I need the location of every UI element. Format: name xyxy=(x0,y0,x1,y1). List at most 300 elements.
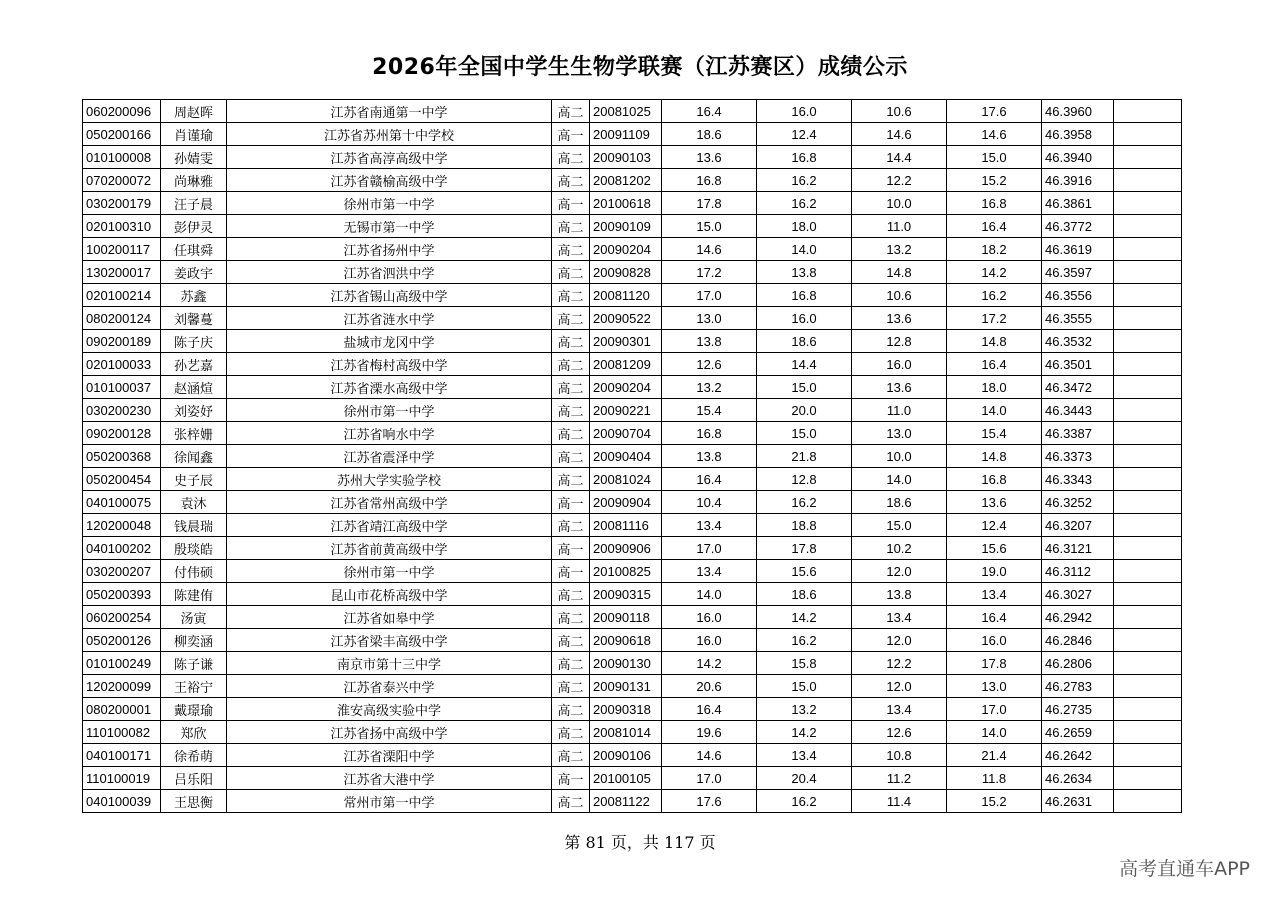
score-part-2-cell: 16.2 xyxy=(757,491,852,514)
birth-date-cell: 20090301 xyxy=(590,330,662,353)
remark-cell xyxy=(1114,330,1182,353)
total-score-cell: 46.3960 xyxy=(1042,100,1114,123)
total-score-cell: 46.3916 xyxy=(1042,169,1114,192)
remark-cell xyxy=(1114,100,1182,123)
score-part-1-cell: 16.4 xyxy=(662,100,757,123)
grade-cell: 高二 xyxy=(552,284,590,307)
grade-cell: 高二 xyxy=(552,353,590,376)
total-score-cell: 46.2634 xyxy=(1042,767,1114,790)
remark-cell xyxy=(1114,675,1182,698)
total-score-cell: 46.2783 xyxy=(1042,675,1114,698)
score-part-3-cell: 14.4 xyxy=(852,146,947,169)
score-part-1-cell: 13.8 xyxy=(662,445,757,468)
school-name-cell: 江苏省苏州第十中学校 xyxy=(227,123,552,146)
candidate-id-cell: 100200117 xyxy=(83,238,161,261)
candidate-id-cell: 120200048 xyxy=(83,514,161,537)
score-part-3-cell: 13.2 xyxy=(852,238,947,261)
table-row xyxy=(83,215,1182,238)
total-score-cell: 46.2642 xyxy=(1042,744,1114,767)
school-name-cell: 江苏省溧水高级中学 xyxy=(227,376,552,399)
score-part-4-cell: 15.6 xyxy=(947,537,1042,560)
grade-cell: 高二 xyxy=(552,698,590,721)
table-row xyxy=(83,353,1182,376)
score-part-4-cell: 21.4 xyxy=(947,744,1042,767)
candidate-id-cell: 040100039 xyxy=(83,790,161,813)
birth-date-cell: 20090131 xyxy=(590,675,662,698)
table-row xyxy=(83,422,1182,445)
remark-cell xyxy=(1114,721,1182,744)
school-name-cell: 盐城市龙冈中学 xyxy=(227,330,552,353)
birth-date-cell: 20090204 xyxy=(590,238,662,261)
score-part-4-cell: 15.0 xyxy=(947,146,1042,169)
grade-cell: 高二 xyxy=(552,790,590,813)
score-part-2-cell: 18.0 xyxy=(757,215,852,238)
table-row xyxy=(83,537,1182,560)
table-row xyxy=(83,307,1182,330)
candidate-id-cell: 080200124 xyxy=(83,307,161,330)
score-part-1-cell: 16.4 xyxy=(662,468,757,491)
candidate-id-cell: 090200128 xyxy=(83,422,161,445)
candidate-id-cell: 020100214 xyxy=(83,284,161,307)
remark-cell xyxy=(1114,514,1182,537)
score-part-1-cell: 14.6 xyxy=(662,238,757,261)
school-name-cell: 江苏省泰兴中学 xyxy=(227,675,552,698)
score-part-3-cell: 11.0 xyxy=(852,215,947,238)
table-row xyxy=(83,100,1182,123)
score-part-3-cell: 11.2 xyxy=(852,767,947,790)
total-score-cell: 46.3940 xyxy=(1042,146,1114,169)
score-part-4-cell: 17.0 xyxy=(947,698,1042,721)
remark-cell xyxy=(1114,376,1182,399)
table-row xyxy=(83,560,1182,583)
score-part-4-cell: 13.4 xyxy=(947,583,1042,606)
birth-date-cell: 20090118 xyxy=(590,606,662,629)
score-part-4-cell: 14.0 xyxy=(947,721,1042,744)
remark-cell xyxy=(1114,560,1182,583)
score-part-4-cell: 19.0 xyxy=(947,560,1042,583)
score-part-4-cell: 13.6 xyxy=(947,491,1042,514)
birth-date-cell: 20081024 xyxy=(590,468,662,491)
candidate-id-cell: 110100019 xyxy=(83,767,161,790)
score-part-1-cell: 16.0 xyxy=(662,629,757,652)
table-row xyxy=(83,468,1182,491)
total-score-cell: 46.3387 xyxy=(1042,422,1114,445)
student-name-cell: 徐希萌 xyxy=(161,744,227,767)
table-row xyxy=(83,675,1182,698)
birth-date-cell: 20090618 xyxy=(590,629,662,652)
school-name-cell: 徐州市第一中学 xyxy=(227,192,552,215)
total-score-cell: 46.3861 xyxy=(1042,192,1114,215)
score-part-3-cell: 10.0 xyxy=(852,445,947,468)
remark-cell xyxy=(1114,491,1182,514)
grade-cell: 高二 xyxy=(552,744,590,767)
table-row xyxy=(83,192,1182,215)
remark-cell xyxy=(1114,123,1182,146)
school-name-cell: 江苏省靖江高级中学 xyxy=(227,514,552,537)
total-score-cell: 46.3252 xyxy=(1042,491,1114,514)
remark-cell xyxy=(1114,790,1182,813)
grade-cell: 高一 xyxy=(552,560,590,583)
table-row xyxy=(83,146,1182,169)
score-part-2-cell: 18.6 xyxy=(757,330,852,353)
grade-cell: 高二 xyxy=(552,422,590,445)
school-name-cell: 江苏省赣榆高级中学 xyxy=(227,169,552,192)
school-name-cell: 江苏省梅村高级中学 xyxy=(227,353,552,376)
candidate-id-cell: 070200072 xyxy=(83,169,161,192)
score-part-1-cell: 17.8 xyxy=(662,192,757,215)
school-name-cell: 昆山市花桥高级中学 xyxy=(227,583,552,606)
student-name-cell: 袁沐 xyxy=(161,491,227,514)
birth-date-cell: 20090704 xyxy=(590,422,662,445)
birth-date-cell: 20100105 xyxy=(590,767,662,790)
student-name-cell: 吕乐阳 xyxy=(161,767,227,790)
score-part-3-cell: 12.2 xyxy=(852,652,947,675)
table-row xyxy=(83,629,1182,652)
birth-date-cell: 20090106 xyxy=(590,744,662,767)
candidate-id-cell: 020100033 xyxy=(83,353,161,376)
candidate-id-cell: 030200230 xyxy=(83,399,161,422)
score-part-3-cell: 10.6 xyxy=(852,284,947,307)
score-part-1-cell: 14.2 xyxy=(662,652,757,675)
table-row xyxy=(83,399,1182,422)
table-row xyxy=(83,721,1182,744)
grade-cell: 高一 xyxy=(552,123,590,146)
table-row xyxy=(83,491,1182,514)
score-part-3-cell: 13.8 xyxy=(852,583,947,606)
candidate-id-cell: 080200001 xyxy=(83,698,161,721)
school-name-cell: 江苏省泗洪中学 xyxy=(227,261,552,284)
student-name-cell: 孙婧雯 xyxy=(161,146,227,169)
student-name-cell: 肖谨瑜 xyxy=(161,123,227,146)
total-score-cell: 46.3958 xyxy=(1042,123,1114,146)
score-part-2-cell: 18.6 xyxy=(757,583,852,606)
student-name-cell: 徐闻鑫 xyxy=(161,445,227,468)
grade-cell: 高二 xyxy=(552,721,590,744)
score-part-1-cell: 18.6 xyxy=(662,123,757,146)
student-name-cell: 王裕宁 xyxy=(161,675,227,698)
score-part-2-cell: 16.0 xyxy=(757,100,852,123)
school-name-cell: 江苏省梁丰高级中学 xyxy=(227,629,552,652)
score-part-1-cell: 17.0 xyxy=(662,537,757,560)
student-name-cell: 尚琳雅 xyxy=(161,169,227,192)
total-score-cell: 46.3532 xyxy=(1042,330,1114,353)
score-part-3-cell: 18.6 xyxy=(852,491,947,514)
score-part-3-cell: 10.0 xyxy=(852,192,947,215)
birth-date-cell: 20081122 xyxy=(590,790,662,813)
score-part-3-cell: 12.8 xyxy=(852,330,947,353)
score-part-2-cell: 21.8 xyxy=(757,445,852,468)
score-part-2-cell: 20.0 xyxy=(757,399,852,422)
score-part-4-cell: 18.2 xyxy=(947,238,1042,261)
remark-cell xyxy=(1114,744,1182,767)
table-row xyxy=(83,376,1182,399)
student-name-cell: 刘馨蔓 xyxy=(161,307,227,330)
school-name-cell: 徐州市第一中学 xyxy=(227,560,552,583)
score-part-2-cell: 16.2 xyxy=(757,629,852,652)
candidate-id-cell: 030200179 xyxy=(83,192,161,215)
student-name-cell: 刘姿妤 xyxy=(161,399,227,422)
school-name-cell: 江苏省锡山高级中学 xyxy=(227,284,552,307)
student-name-cell: 柳奕涵 xyxy=(161,629,227,652)
score-part-4-cell: 14.0 xyxy=(947,399,1042,422)
score-part-2-cell: 13.8 xyxy=(757,261,852,284)
score-part-2-cell: 15.0 xyxy=(757,422,852,445)
school-name-cell: 南京市第十三中学 xyxy=(227,652,552,675)
birth-date-cell: 20100618 xyxy=(590,192,662,215)
remark-cell xyxy=(1114,583,1182,606)
score-part-3-cell: 10.2 xyxy=(852,537,947,560)
score-part-4-cell: 14.6 xyxy=(947,123,1042,146)
candidate-id-cell: 050200368 xyxy=(83,445,161,468)
candidate-id-cell: 050200393 xyxy=(83,583,161,606)
student-name-cell: 周赵晖 xyxy=(161,100,227,123)
candidate-id-cell: 040100171 xyxy=(83,744,161,767)
table-row xyxy=(83,330,1182,353)
remark-cell xyxy=(1114,307,1182,330)
score-part-1-cell: 17.0 xyxy=(662,284,757,307)
remark-cell xyxy=(1114,261,1182,284)
birth-date-cell: 20081116 xyxy=(590,514,662,537)
score-part-2-cell: 16.8 xyxy=(757,146,852,169)
score-part-4-cell: 14.8 xyxy=(947,445,1042,468)
school-name-cell: 江苏省高淳高级中学 xyxy=(227,146,552,169)
remark-cell xyxy=(1114,284,1182,307)
table-row xyxy=(83,767,1182,790)
remark-cell xyxy=(1114,767,1182,790)
score-part-4-cell: 16.4 xyxy=(947,215,1042,238)
candidate-id-cell: 050200166 xyxy=(83,123,161,146)
score-part-2-cell: 12.8 xyxy=(757,468,852,491)
score-part-4-cell: 16.8 xyxy=(947,468,1042,491)
student-name-cell: 戴璟瑜 xyxy=(161,698,227,721)
birth-date-cell: 20081120 xyxy=(590,284,662,307)
score-part-2-cell: 20.4 xyxy=(757,767,852,790)
birth-date-cell: 20081014 xyxy=(590,721,662,744)
student-name-cell: 陈建侑 xyxy=(161,583,227,606)
score-part-2-cell: 16.8 xyxy=(757,284,852,307)
student-name-cell: 钱晨瑞 xyxy=(161,514,227,537)
total-score-cell: 46.3772 xyxy=(1042,215,1114,238)
score-table-body xyxy=(83,100,1182,813)
birth-date-cell: 20081202 xyxy=(590,169,662,192)
total-score-cell: 46.3597 xyxy=(1042,261,1114,284)
grade-cell: 高二 xyxy=(552,445,590,468)
total-score-cell: 46.3555 xyxy=(1042,307,1114,330)
score-part-1-cell: 14.0 xyxy=(662,583,757,606)
school-name-cell: 江苏省南通第一中学 xyxy=(227,100,552,123)
birth-date-cell: 20090103 xyxy=(590,146,662,169)
total-score-cell: 46.3121 xyxy=(1042,537,1114,560)
total-score-cell: 46.2846 xyxy=(1042,629,1114,652)
grade-cell: 高二 xyxy=(552,514,590,537)
remark-cell xyxy=(1114,629,1182,652)
score-part-3-cell: 13.0 xyxy=(852,422,947,445)
score-part-2-cell: 14.2 xyxy=(757,606,852,629)
candidate-id-cell: 010100008 xyxy=(83,146,161,169)
remark-cell xyxy=(1114,537,1182,560)
remark-cell xyxy=(1114,238,1182,261)
birth-date-cell: 20081025 xyxy=(590,100,662,123)
score-part-2-cell: 12.4 xyxy=(757,123,852,146)
score-part-4-cell: 17.8 xyxy=(947,652,1042,675)
score-part-4-cell: 14.8 xyxy=(947,330,1042,353)
score-part-1-cell: 13.4 xyxy=(662,560,757,583)
grade-cell: 高二 xyxy=(552,169,590,192)
total-score-cell: 46.3207 xyxy=(1042,514,1114,537)
total-score-cell: 46.3027 xyxy=(1042,583,1114,606)
score-part-4-cell: 13.0 xyxy=(947,675,1042,698)
table-row xyxy=(83,445,1182,468)
score-part-2-cell: 17.8 xyxy=(757,537,852,560)
score-part-2-cell: 16.0 xyxy=(757,307,852,330)
score-part-3-cell: 10.6 xyxy=(852,100,947,123)
score-part-3-cell: 12.2 xyxy=(852,169,947,192)
score-part-1-cell: 17.0 xyxy=(662,767,757,790)
table-row xyxy=(83,514,1182,537)
student-name-cell: 彭伊灵 xyxy=(161,215,227,238)
page-footer: 第 81 页，共 117 页 xyxy=(564,833,716,852)
remark-cell xyxy=(1114,606,1182,629)
candidate-id-cell: 010100037 xyxy=(83,376,161,399)
school-name-cell: 江苏省扬州中学 xyxy=(227,238,552,261)
score-part-2-cell: 16.2 xyxy=(757,192,852,215)
grade-cell: 高二 xyxy=(552,376,590,399)
grade-cell: 高一 xyxy=(552,767,590,790)
score-part-1-cell: 13.6 xyxy=(662,146,757,169)
school-name-cell: 江苏省涟水中学 xyxy=(227,307,552,330)
birth-date-cell: 20090904 xyxy=(590,491,662,514)
score-table xyxy=(82,99,1182,813)
score-part-3-cell: 12.6 xyxy=(852,721,947,744)
school-name-cell: 江苏省扬中高级中学 xyxy=(227,721,552,744)
score-part-4-cell: 14.2 xyxy=(947,261,1042,284)
candidate-id-cell: 010100249 xyxy=(83,652,161,675)
table-row xyxy=(83,652,1182,675)
total-score-cell: 46.3501 xyxy=(1042,353,1114,376)
grade-cell: 高二 xyxy=(552,399,590,422)
score-part-1-cell: 17.6 xyxy=(662,790,757,813)
grade-cell: 高一 xyxy=(552,537,590,560)
score-part-2-cell: 15.0 xyxy=(757,675,852,698)
remark-cell xyxy=(1114,422,1182,445)
table-row xyxy=(83,123,1182,146)
total-score-cell: 46.3112 xyxy=(1042,560,1114,583)
score-part-1-cell: 13.4 xyxy=(662,514,757,537)
table-row xyxy=(83,169,1182,192)
total-score-cell: 46.3472 xyxy=(1042,376,1114,399)
score-part-1-cell: 20.6 xyxy=(662,675,757,698)
score-part-4-cell: 12.4 xyxy=(947,514,1042,537)
score-part-4-cell: 15.2 xyxy=(947,790,1042,813)
candidate-id-cell: 060200096 xyxy=(83,100,161,123)
score-part-2-cell: 15.0 xyxy=(757,376,852,399)
school-name-cell: 江苏省大港中学 xyxy=(227,767,552,790)
score-part-4-cell: 18.0 xyxy=(947,376,1042,399)
student-name-cell: 姜政宇 xyxy=(161,261,227,284)
remark-cell xyxy=(1114,399,1182,422)
score-part-4-cell: 17.2 xyxy=(947,307,1042,330)
grade-cell: 高二 xyxy=(552,583,590,606)
student-name-cell: 陈子庆 xyxy=(161,330,227,353)
score-part-2-cell: 18.8 xyxy=(757,514,852,537)
remark-cell xyxy=(1114,215,1182,238)
score-part-3-cell: 15.0 xyxy=(852,514,947,537)
table-row xyxy=(83,698,1182,721)
remark-cell xyxy=(1114,146,1182,169)
birth-date-cell: 20100825 xyxy=(590,560,662,583)
school-name-cell: 常州市第一中学 xyxy=(227,790,552,813)
candidate-id-cell: 040100075 xyxy=(83,491,161,514)
candidate-id-cell: 130200017 xyxy=(83,261,161,284)
score-part-1-cell: 13.0 xyxy=(662,307,757,330)
birth-date-cell: 20090828 xyxy=(590,261,662,284)
birth-date-cell: 20090318 xyxy=(590,698,662,721)
school-name-cell: 江苏省溧阳中学 xyxy=(227,744,552,767)
school-name-cell: 江苏省震泽中学 xyxy=(227,445,552,468)
score-part-4-cell: 16.0 xyxy=(947,629,1042,652)
score-part-1-cell: 15.0 xyxy=(662,215,757,238)
student-name-cell: 赵涵煊 xyxy=(161,376,227,399)
table-row xyxy=(83,583,1182,606)
score-part-2-cell: 14.4 xyxy=(757,353,852,376)
score-part-4-cell: 11.8 xyxy=(947,767,1042,790)
grade-cell: 高二 xyxy=(552,100,590,123)
student-name-cell: 汤寅 xyxy=(161,606,227,629)
student-name-cell: 任琪舜 xyxy=(161,238,227,261)
birth-date-cell: 20081209 xyxy=(590,353,662,376)
total-score-cell: 46.3619 xyxy=(1042,238,1114,261)
score-part-4-cell: 15.4 xyxy=(947,422,1042,445)
score-part-3-cell: 13.4 xyxy=(852,606,947,629)
table-row xyxy=(83,284,1182,307)
student-name-cell: 汪子晨 xyxy=(161,192,227,215)
score-part-4-cell: 17.6 xyxy=(947,100,1042,123)
grade-cell: 高二 xyxy=(552,629,590,652)
total-score-cell: 46.2631 xyxy=(1042,790,1114,813)
school-name-cell: 江苏省如皋中学 xyxy=(227,606,552,629)
score-part-2-cell: 14.0 xyxy=(757,238,852,261)
school-name-cell: 江苏省常州高级中学 xyxy=(227,491,552,514)
student-name-cell: 殷琰皓 xyxy=(161,537,227,560)
student-name-cell: 孙艺嘉 xyxy=(161,353,227,376)
table-row xyxy=(83,238,1182,261)
score-part-4-cell: 16.4 xyxy=(947,606,1042,629)
table-row xyxy=(83,744,1182,767)
score-part-2-cell: 15.8 xyxy=(757,652,852,675)
total-score-cell: 46.3443 xyxy=(1042,399,1114,422)
score-part-1-cell: 14.6 xyxy=(662,744,757,767)
grade-cell: 高一 xyxy=(552,192,590,215)
score-part-1-cell: 16.8 xyxy=(662,169,757,192)
grade-cell: 高二 xyxy=(552,468,590,491)
birth-date-cell: 20091109 xyxy=(590,123,662,146)
grade-cell: 高二 xyxy=(552,606,590,629)
student-name-cell: 史子辰 xyxy=(161,468,227,491)
score-part-3-cell: 13.6 xyxy=(852,307,947,330)
score-part-3-cell: 14.6 xyxy=(852,123,947,146)
score-part-1-cell: 17.2 xyxy=(662,261,757,284)
candidate-id-cell: 050200454 xyxy=(83,468,161,491)
student-name-cell: 王思衡 xyxy=(161,790,227,813)
grade-cell: 高二 xyxy=(552,215,590,238)
score-part-2-cell: 13.4 xyxy=(757,744,852,767)
candidate-id-cell: 060200254 xyxy=(83,606,161,629)
remark-cell xyxy=(1114,445,1182,468)
candidate-id-cell: 030200207 xyxy=(83,560,161,583)
grade-cell: 高二 xyxy=(552,675,590,698)
grade-cell: 高二 xyxy=(552,238,590,261)
school-name-cell: 无锡市第一中学 xyxy=(227,215,552,238)
